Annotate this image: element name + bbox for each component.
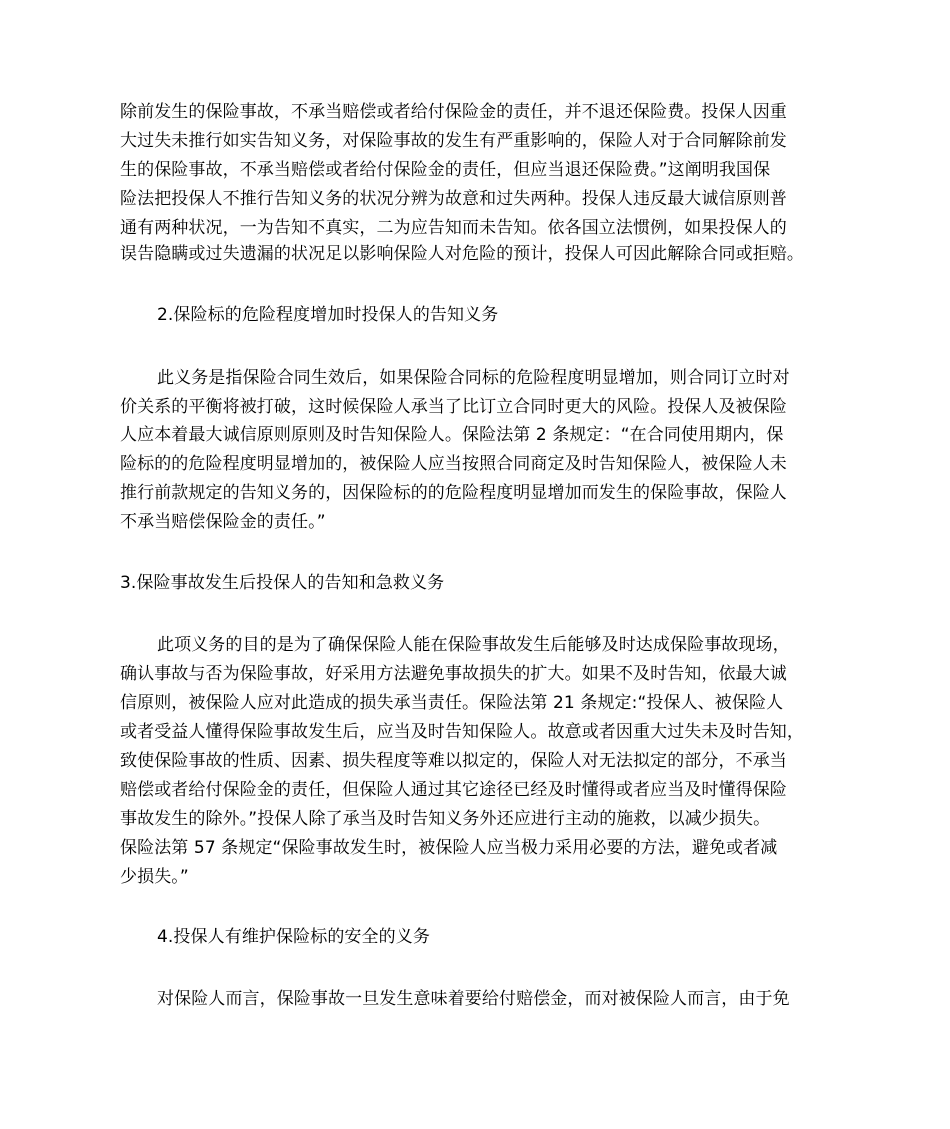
paragraph-line: 赔偿或者给付保险金的责任，但保险人通过其它途径已经及时懂得或者应当及时懂得保险	[120, 780, 787, 800]
paragraph-line: 人应本着最大诚信原则原则及时告知保险人。保险法第 2 条规定：“在合同使用期内，保	[120, 425, 784, 445]
paragraph-line: 险标的的危险程度明显增加的，被保险人应当按照合同商定及时告知保险人，被保险人未	[120, 454, 787, 474]
paragraph-line: 信原则，被保险人应对此造成的损失承当责任。保险法第 21 条规定:“投保人、被保险人	[120, 693, 784, 713]
paragraph-line: 通有两种状况，一为告知不真实，二为应告知而未告知。依各国立法惯例，如果投保人的	[120, 218, 787, 238]
paragraph-line: 事故发生的除外。”投保人除了承当及时告知义务外还应进行主动的施救，以减少损失。	[120, 809, 771, 829]
paragraph-line: 误告隐瞒或过失遗漏的状况足以影响保险人对危险的预计，投保人可因此解除合同或拒赔。	[120, 244, 804, 264]
paragraph-line: 致使保险事故的性质、因素、损失程度等难以拟定的，保险人对无法拟定的部分，不承当	[120, 751, 787, 771]
paragraph-line: 确认事故与否为保险事故，好采用方法避免事故损失的扩大。如果不及时告知，依最大诚	[120, 664, 787, 684]
paragraph-line: 生的保险事故，不承当赔偿或者给付保险金的责任，但应当退还保险费。”这阐明我国保	[120, 160, 771, 180]
paragraph-line: 价关系的平衡将被打破，这时候保险人承当了比订立合同时更大的风险。投保人及被保险	[120, 397, 787, 417]
paragraph-line: 险法把投保人不推行告知义务的状况分辨为故意和过失两种。投保人违反最大诚信原则普	[120, 189, 787, 209]
paragraph-line: 推行前款规定的告知义务的，因保险标的的危险程度明显增加而发生的保险事故，保险人	[120, 483, 787, 503]
paragraph-line: 少损失。”	[120, 867, 189, 887]
section-heading: 3.保险事故发生后投保人的告知和急救义务	[120, 573, 445, 593]
section-heading: 4.投保人有维护保险标的安全的义务	[157, 927, 430, 947]
paragraph-line: 此项义务的目的是为了确保保险人能在保险事故发生后能够及时达成保险事故现场，	[157, 635, 790, 655]
paragraph-line: 大过失未推行如实告知义务，对保险事故的发生有严重影响的，保险人对于合同解除前发	[120, 131, 787, 151]
section-heading: 2.保险标的危险程度增加时投保人的告知义务	[157, 305, 499, 325]
paragraph-line: 不承当赔偿保险金的责任。”	[120, 512, 326, 532]
paragraph-line: 除前发生的保险事故，不承当赔偿或者给付保险金的责任，并不退还保险费。投保人因重	[120, 102, 787, 122]
paragraph-line: 或者受益人懂得保险事故发生后，应当及时告知保险人。故意或者因重大过失未及时告知，	[120, 722, 804, 742]
paragraph-line: 此义务是指保险合同生效后，如果保险合同标的危险程度明显增加，则合同订立时对	[157, 368, 790, 388]
paragraph-line: 对保险人而言，保险事故一旦发生意味着要给付赔偿金，而对被保险人而言，由于免	[157, 989, 790, 1009]
paragraph-line: 保险法第 57 条规定“保险事故发生时，被保险人应当极力采用必要的方法，避免或者减	[120, 838, 778, 858]
